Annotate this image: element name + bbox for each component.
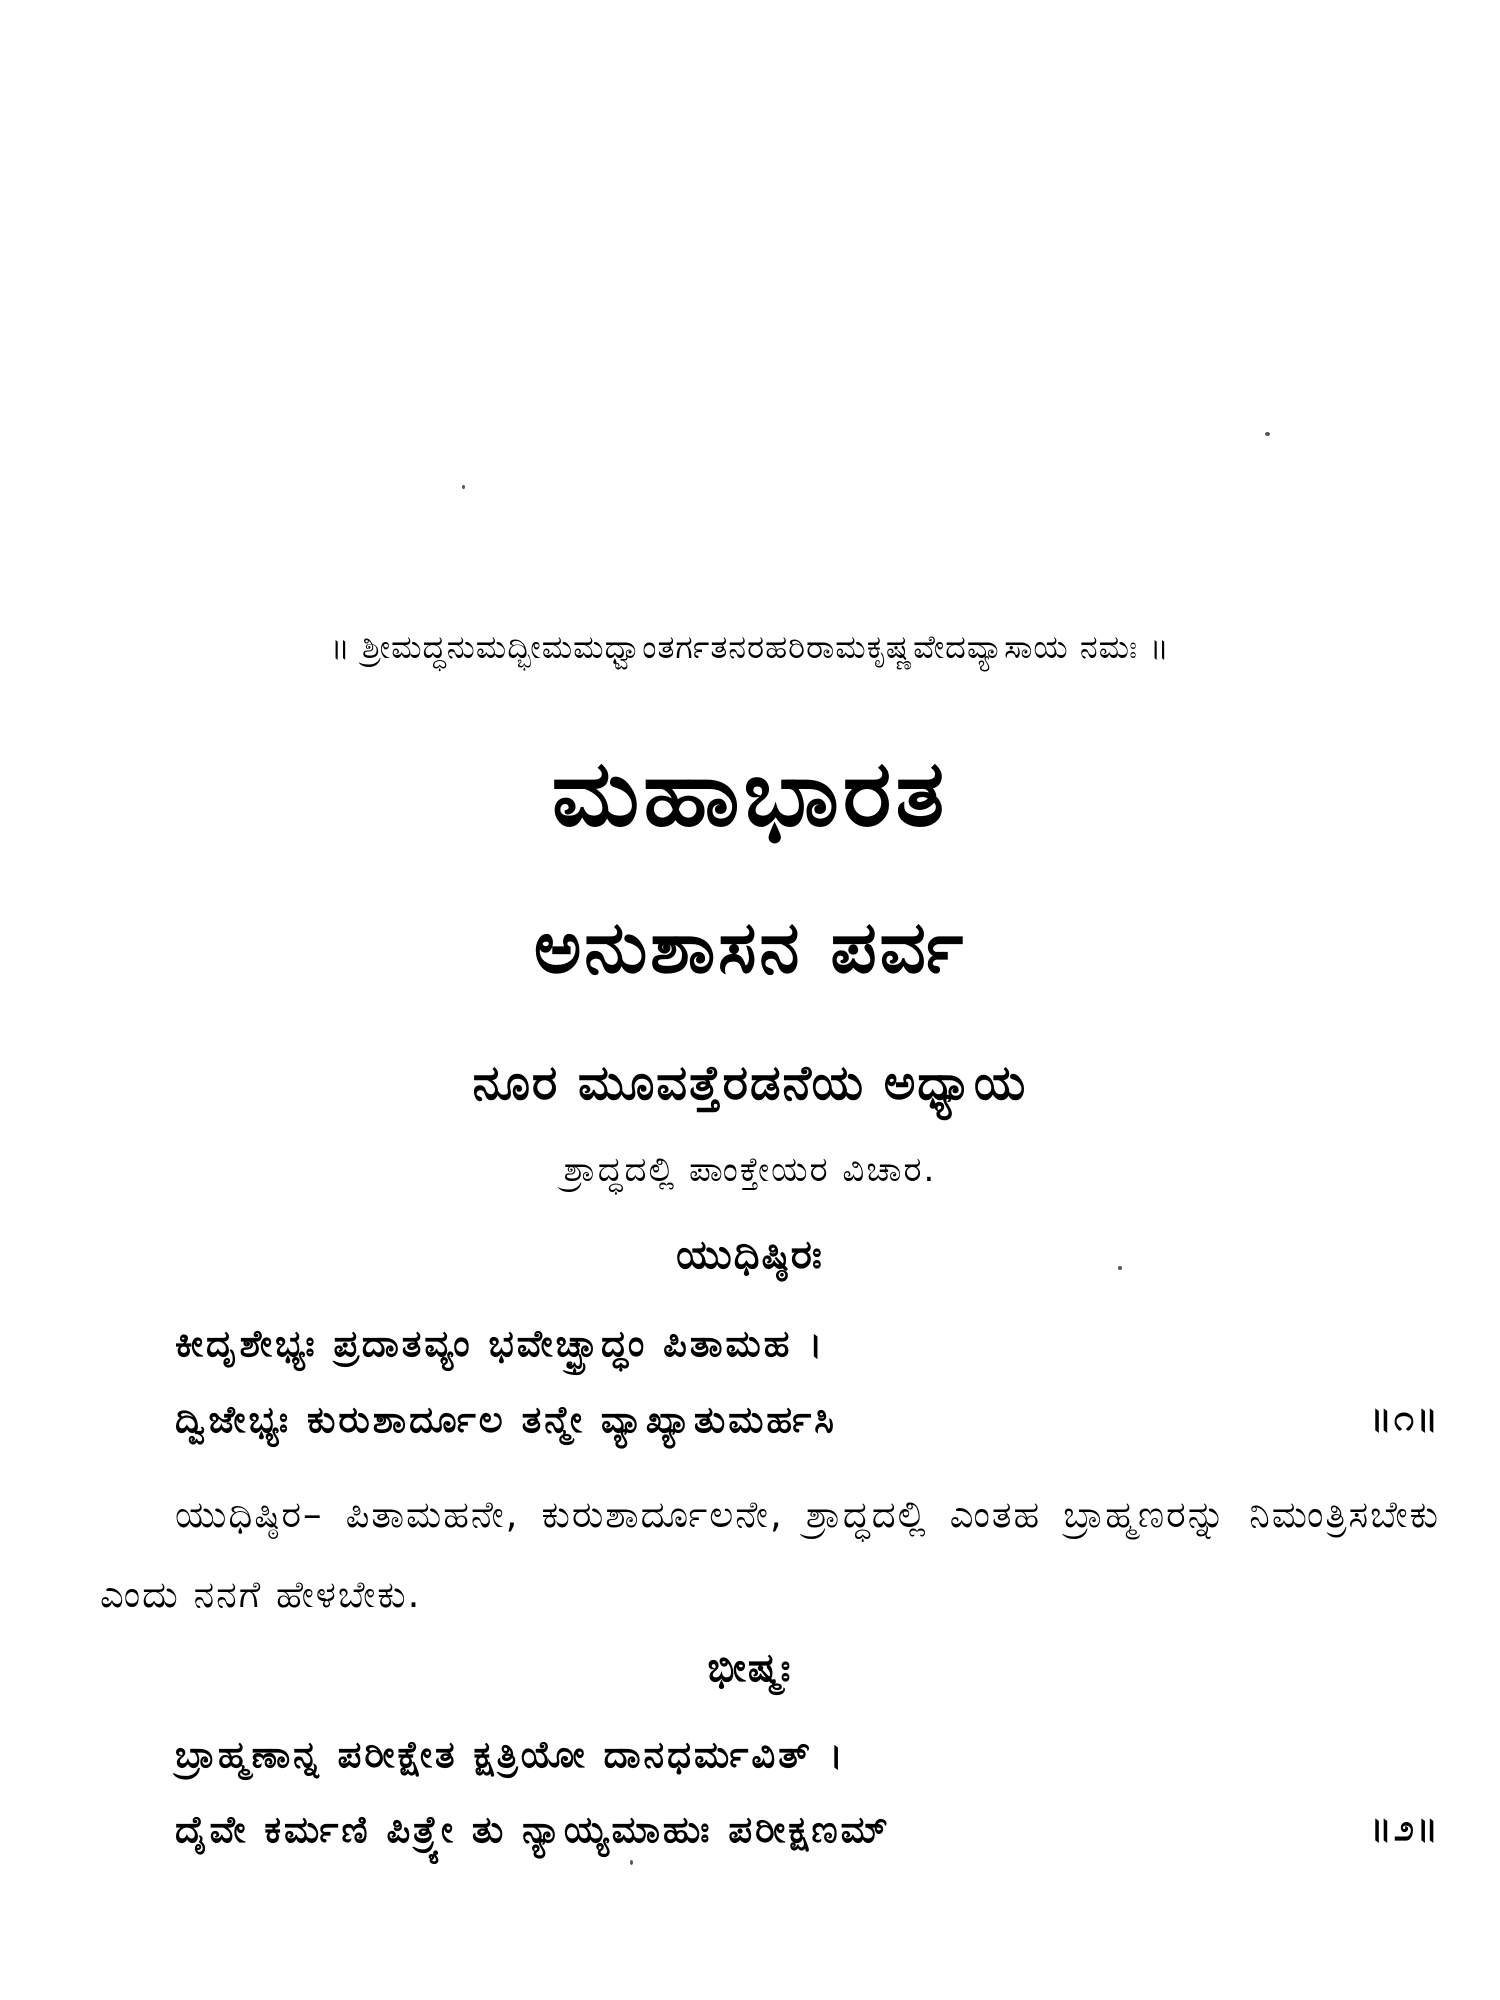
book-title: ಮಹಾಭಾರತ bbox=[551, 740, 949, 847]
invocation-line: ॥ ಶ್ರೀಮದ್ಧನುಮದ್ಭೀಮಮಧ್ವಾಂತರ್ಗತನರಹರಿರಾಮಕೃಷ್ಣವೇದವ್ಯಾಸಾಯ ನಮಃ ॥ bbox=[330, 628, 1170, 666]
verse-1-number: ॥೧॥ bbox=[1369, 1398, 1440, 1439]
speaker-heading-bhishma: ಭೀಷ್ಮಃ bbox=[707, 1645, 793, 1691]
chapter-subtitle: ಶ್ರಾದ್ಧದಲ್ಲಿ ಪಾಂಕ್ತೇಯರ ವಿಚಾರ. bbox=[563, 1150, 937, 1190]
translation-paragraph: ಯುಧಿಷ್ಠಿರ– ಪಿತಾಮಹನೇ, ಕುರುಶಾರ್ದೂಲನೇ, ಶ್ರಾದ್ಧದಲ್ಲಿ ಎಂತಹ ಬ್ರಾಹ್ಮಣರನ್ನು ನಿಮಂತ್ರಿಸಬೇಕು ಎಂದು ನನಗೆ ಹೇಳಬೇಕು. bbox=[100, 1493, 1440, 1616]
verse-1-line-2: ದ್ವಿಜೇಭ್ಯಃ ಕುರುಶಾರ್ದೂಲ ತನ್ಮೇ ವ್ಯಾಖ್ಯಾತುಮರ್ಹಸಿ bbox=[175, 1398, 837, 1441]
scan-speck bbox=[1265, 432, 1270, 436]
chapter-title: ನೂರ ಮೂವತ್ತೆರಡನೆಯ ಅಧ್ಯಾಯ bbox=[472, 1055, 1028, 1111]
scan-speck bbox=[462, 485, 465, 489]
speaker-heading-yudhishthira: ಯುಧಿಷ್ಠಿರಃ bbox=[676, 1232, 824, 1278]
verse-2-line-1: ಬ್ರಾಹ್ಮಣಾನ್ನ ಪರೀಕ್ಷೇತ ಕ್ಷತ್ರಿಯೋ ದಾನಧರ್ಮವಿತ್ । bbox=[175, 1733, 846, 1776]
verse-2-number: ॥೨॥ bbox=[1369, 1808, 1440, 1849]
scan-speck bbox=[630, 1860, 633, 1865]
parva-title: ಅನುಶಾಸನ ಪರ್ವ bbox=[533, 905, 967, 989]
verse-2-line-2: ದೈವೇ ಕರ್ಮಣಿ ಪಿತ್ರ್ಯೇ ತು ನ್ಯಾಯ್ಯಮಾಹುಃ ಪರೀಕ್ಷಣಮ್ bbox=[175, 1808, 891, 1851]
verse-1-line-1: ಕೀದೃಶೇಭ್ಯಃ ಪ್ರದಾತವ್ಯಂ ಭವೇಚ್ಛ್ರಾದ್ಧಂ ಪಿತಾಮಹ । bbox=[175, 1322, 826, 1365]
